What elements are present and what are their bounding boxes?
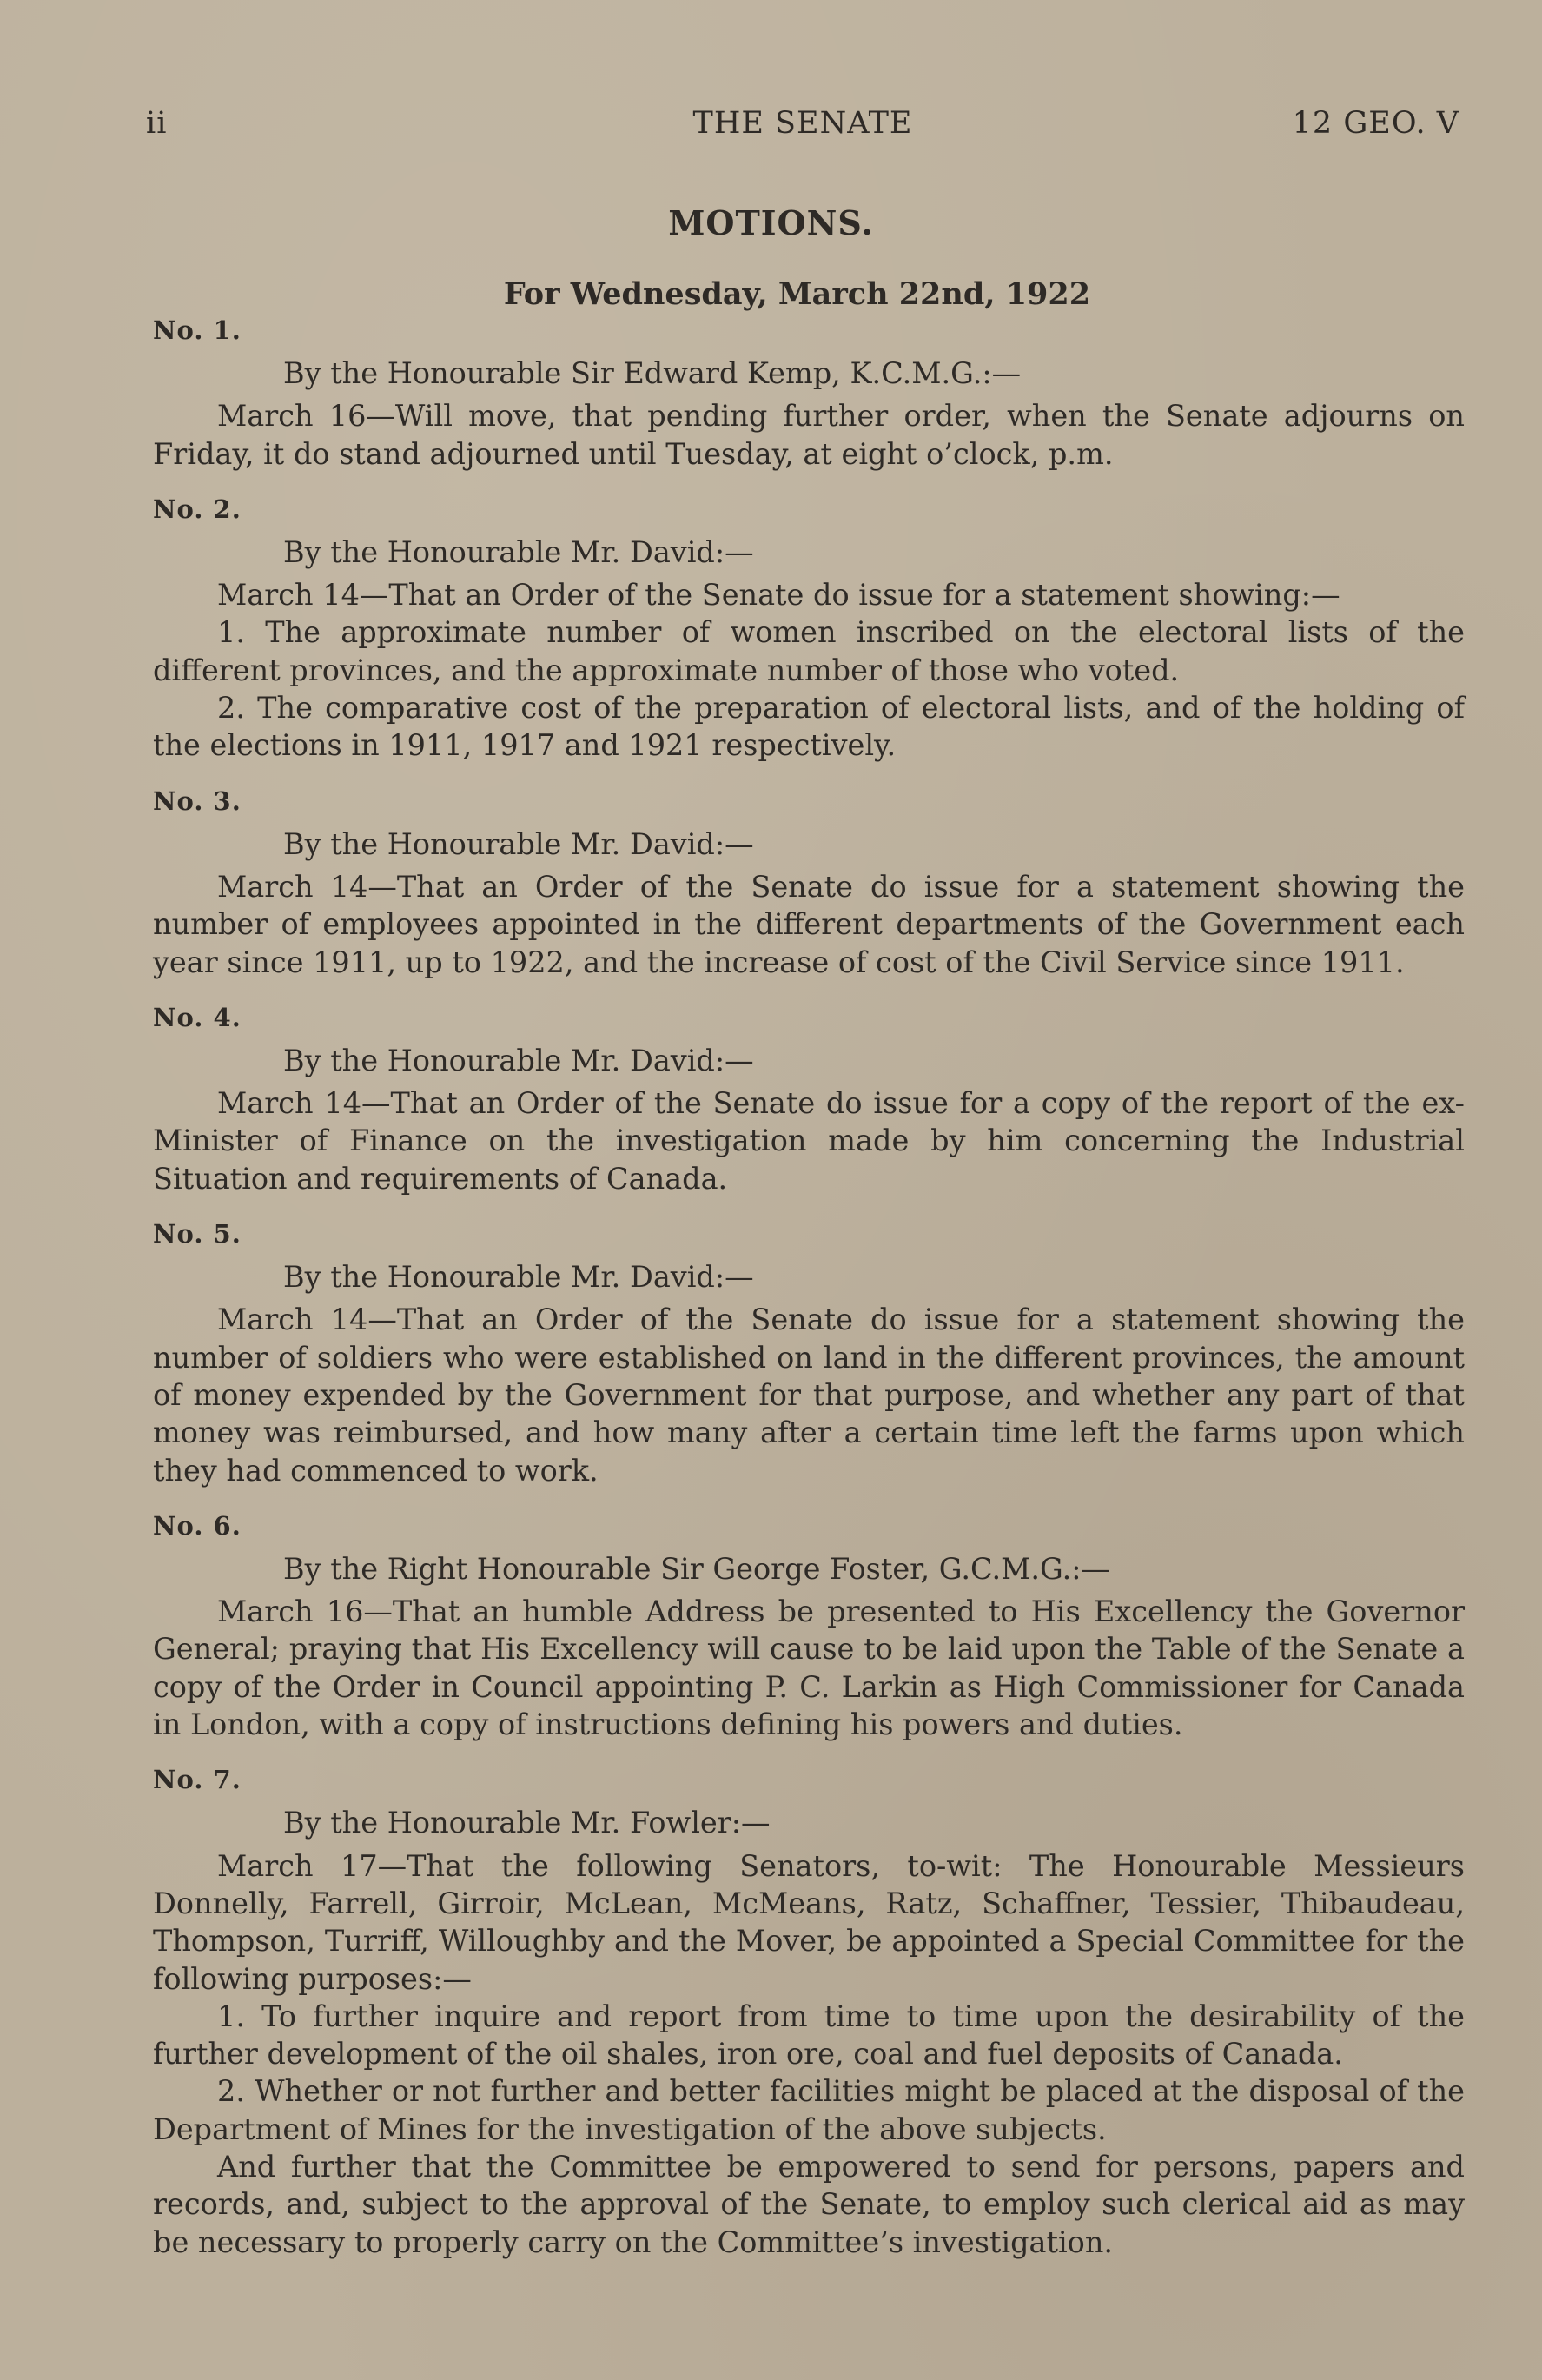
motion-number: No. 3. (153, 786, 242, 816)
motion-paragraph: 1. To further inquire and report from time to time upon the desirability of the further development of the oil shales, iron ore, coal and fuel deposits of Canada. (153, 1999, 1465, 2072)
motion-mover: By the Honourable Sir Edward Kemp, K.C.M.G.:— (283, 356, 1022, 390)
motion-number: No. 4. (153, 1002, 242, 1032)
motion-paragraph: 2. The comparative cost of the preparation of electoral lists, and of the holding of the elections in 1911, 1917 and 1921 respectively. (153, 691, 1465, 763)
motion-mover: By the Honourable Mr. David:— (283, 534, 754, 569)
motion-2 (153, 492, 1465, 765)
page-title: MOTIONS. (668, 203, 874, 242)
motion-number: No. 6. (153, 1510, 242, 1541)
motion-paragraph: And further that the Committee be empowered to send for persons, papers and records, and, subject to the approval of the Senate, to employ such clerical aid as may be necessary to properly carry on the Committee’s investigation. (153, 2149, 1465, 2259)
motion-number: No. 5. (153, 1219, 242, 1250)
motion-4 (153, 1000, 1465, 1197)
motion-number: No. 7. (153, 1765, 242, 1795)
motion-number: No. 1. (153, 315, 242, 345)
motion-paragraph: March 14—That an Order of the Senate do issue for a statement showing:— (217, 578, 1340, 613)
date-line: For Wednesday, March 22nd, 1922 (503, 276, 1091, 312)
motion-mover: By the Honourable Mr. David:— (283, 826, 754, 861)
motion-1 (153, 313, 1465, 473)
motion-paragraph: March 14—That an Order of the Senate do issue for a statement showing the number of employees appointed in the different departments of the Government each year since 1911, up to 1922, and the increase of cost of the Civil Service since 1911. (153, 869, 1465, 979)
motion-mover: By the Honourable Mr. David:— (283, 1260, 754, 1295)
motion-number: No. 2. (153, 494, 242, 524)
motion-mover: By the Honourable Mr. Fowler:— (283, 1806, 771, 1840)
motion-mover: By the Honourable Mr. David:— (283, 1043, 754, 1077)
page-number: ii (146, 106, 168, 141)
running-head (146, 106, 1459, 149)
motion-3 (153, 784, 1465, 981)
motion-mover: By the Right Honourable Sir George Foster, G.C.M.G.:— (283, 1551, 1111, 1586)
motions-list (153, 313, 1465, 2261)
motion-paragraph: March 16—That an humble Address be presented to His Excellency the Governor General; praying that His Excellency will cause to be laid upon the Table of the Senate a copy of the Order in Council appointing P. C. Larkin as High Commissioner for Canada in London, with a copy of instructions defining his powers and duties. (153, 1594, 1465, 1742)
motion-paragraph: March 14—That an Order of the Senate do issue for a copy of the report of the ex-Minister of Finance on the investigation made by him concerning the Industrial Situation and requirements of Canada. (153, 1086, 1465, 1196)
motion-paragraph: 2. Whether or not further and better facilities might be placed at the disposal of the Department of Mines for the investigation of the above subjects. (153, 2074, 1465, 2146)
motion-5 (153, 1217, 1465, 1489)
regnal-year: 12 GEO. V (1292, 106, 1459, 141)
running-title: THE SENATE (692, 106, 913, 141)
motion-paragraph: 1. The approximate number of women inscribed on the electoral lists of the different provinces, and the approximate number of those who voted. (153, 615, 1465, 687)
motion-paragraph: March 16—Will move, that pending further order, when the Senate adjourns on Friday, it do stand adjourned until Tuesday, at eight o’clock, p.m. (153, 399, 1465, 471)
motion-paragraph: March 17—That the following Senators, to-wit: The Honourable Messieurs Donnelly, Farrell, Girroir, McLean, McMeans, Ratz, Schaffner, Tessier, Thibaudeau, Thompson, Turriff, Willoughby and the Mover, be appointed a Special Committee for the following purposes:— (153, 1848, 1465, 1996)
motion-paragraph: March 14—That an Order of the Senate do issue for a statement showing the number of soldiers who were established on land in the different provinces, the amount of money expended by the Government for that purpose, and whether any part of that money was reimbursed, and how many after a certain time left the farms upon which they had commenced to work. (153, 1303, 1465, 1488)
motion-6 (153, 1508, 1465, 1743)
motion-7 (153, 1762, 1465, 2261)
